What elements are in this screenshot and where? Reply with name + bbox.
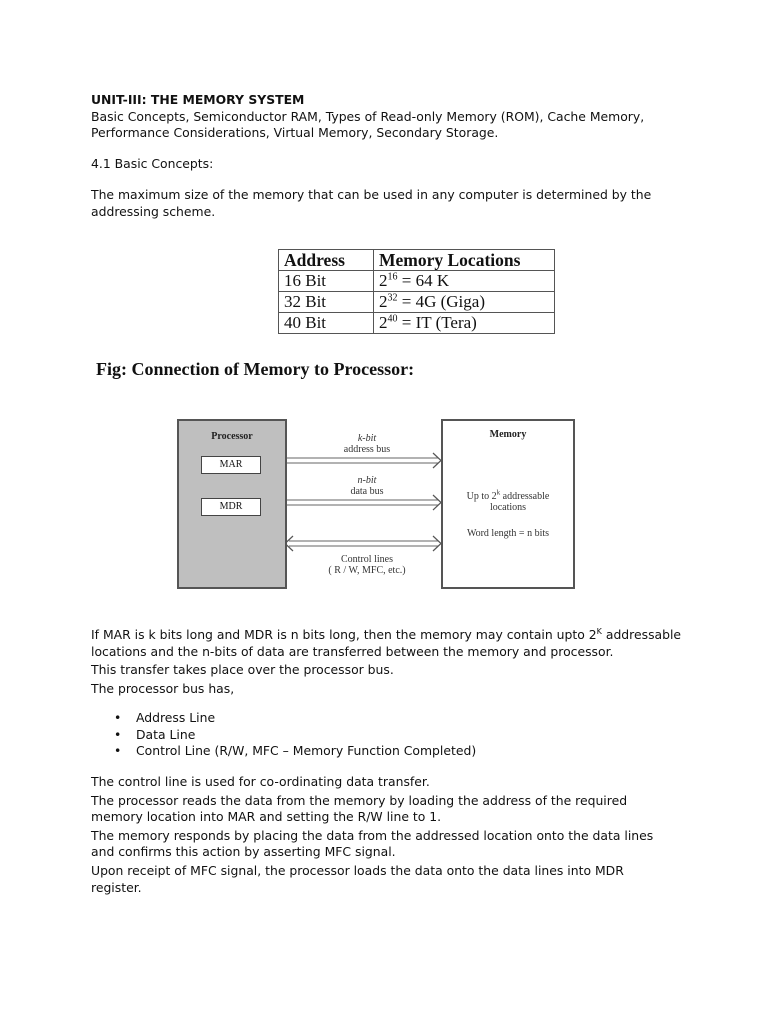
para-2: This transfer takes place over the processor bus. <box>91 662 394 678</box>
address-table-wrapper <box>278 249 555 334</box>
bullet-dot-icon: • <box>114 743 122 759</box>
table-row <box>279 292 555 313</box>
address-bus-label <box>315 433 419 455</box>
address-table <box>278 249 555 334</box>
table-header-address: Address <box>279 250 374 271</box>
table-cell-address: 32 Bit <box>279 292 374 313</box>
para-6-line-2: and confirms this action by asserting MFC signal. <box>91 844 396 860</box>
memory-capacity-pre: Up to 2 <box>466 491 497 502</box>
power-base: 2 <box>379 271 388 290</box>
power-value: = IT (Tera) <box>397 313 477 332</box>
body-text <box>91 627 731 697</box>
bullet-dot-icon: • <box>114 710 122 725</box>
list-item-label: Data Line <box>136 726 196 742</box>
table-header-locations: Memory Locations <box>374 250 555 271</box>
para-6-line-1: The memory responds by placing the data from the addressed location onto the data lines <box>91 827 654 843</box>
power-base: 2 <box>379 292 388 311</box>
list-item <box>91 710 731 727</box>
address-bus-label-line-2: address bus <box>343 444 391 455</box>
bullet-dot-icon: • <box>114 726 122 742</box>
table-row <box>279 313 555 334</box>
data-bus-label-line-1: n-bit <box>357 475 377 486</box>
para-4: The control line is used for co-ordinating data transfer. <box>91 774 430 789</box>
intro-line-1: The maximum size of the memory that can be used in any computer is determined by the <box>91 187 652 202</box>
data-bus-label <box>315 475 419 497</box>
control-lines-label-line-1: Control lines <box>341 554 393 565</box>
list-item-label: Control Line (R/W, MFC – Memory Function Completed) <box>136 743 477 759</box>
body-text-lower <box>91 774 731 896</box>
processor-label: Processor <box>211 431 253 442</box>
memory-capacity-line-1 <box>443 488 573 502</box>
intro-line-2: addressing scheme. <box>91 203 216 219</box>
memory-box <box>441 419 575 589</box>
para-5-line-1: The processor reads the data from the memory by loading the address of the required <box>91 792 628 808</box>
list-item <box>91 743 731 760</box>
memory-capacity-post: addressable <box>500 491 550 502</box>
para-1-line-2: locations and the n-bits of data are transferred between the memory and processor. <box>91 643 614 659</box>
para-7-line-2: register. <box>91 879 142 895</box>
table-cell-locations <box>374 292 555 313</box>
word-length-text: Word length = n bits <box>466 528 550 539</box>
mdr-register: MDR <box>201 498 261 516</box>
control-lines-arrow <box>285 536 441 551</box>
para-7-line-1: Upon receipt of MFC signal, the processor loads the data onto the data lines into MDR <box>91 862 624 878</box>
para-1-exponent: K <box>596 626 602 636</box>
section-heading: 4.1 Basic Concepts: <box>91 156 214 171</box>
power-exponent: 40 <box>387 313 398 325</box>
power-value: = 64 K <box>397 271 450 290</box>
memory-capacity-line-2: locations <box>489 502 527 513</box>
list-item <box>91 727 731 744</box>
intro-paragraph <box>91 187 651 220</box>
processor-box <box>177 419 287 589</box>
control-lines-label <box>305 554 429 576</box>
topics-line-1: Basic Concepts, Semiconductor RAM, Types of Read-only Memory (ROM), Cache Memory, <box>91 108 645 124</box>
para-5-line-2: memory location into MAR and setting the R/W line to 1. <box>91 809 442 825</box>
table-cell-address: 40 Bit <box>279 313 374 334</box>
table-cell-address: 16 Bit <box>279 271 374 292</box>
memory-capacity-exponent: k <box>496 488 501 497</box>
memory-label: Memory <box>489 429 527 440</box>
table-row <box>279 271 555 292</box>
mar-register: MAR <box>201 456 261 474</box>
table-cell-locations <box>374 271 555 292</box>
table-header-row <box>279 250 555 271</box>
data-bus-label-line-2: data bus <box>350 486 384 497</box>
power-exponent: 16 <box>387 271 398 283</box>
power-value: = 4G (Giga) <box>397 292 485 311</box>
para-1-pre: If MAR is k bits long and MDR is n bits long, then the memory may contain upto 2 <box>91 627 597 642</box>
bullet-list <box>91 710 731 760</box>
para-1-post: addressable <box>601 627 682 642</box>
power-base: 2 <box>379 313 388 332</box>
unit-title: UNIT-III: THE MEMORY SYSTEM <box>91 92 305 107</box>
topics-line-2: Performance Considerations, Virtual Memory, Secondary Storage. <box>91 125 499 141</box>
list-item-label: Address Line <box>136 710 216 725</box>
para-1-line-1 <box>91 627 731 644</box>
address-bus-label-line-1: k-bit <box>357 433 377 444</box>
table-cell-locations <box>374 313 555 334</box>
para-3: The processor bus has, <box>91 680 235 696</box>
memory-capacity-text <box>443 488 573 513</box>
power-exponent: 32 <box>387 292 398 304</box>
figure-caption: Fig: Connection of Memory to Processor: <box>96 359 415 379</box>
memory-processor-diagram <box>175 417 577 590</box>
unit-header <box>91 92 644 142</box>
control-lines-label-line-2: ( R / W, MFC, etc.) <box>328 565 406 576</box>
